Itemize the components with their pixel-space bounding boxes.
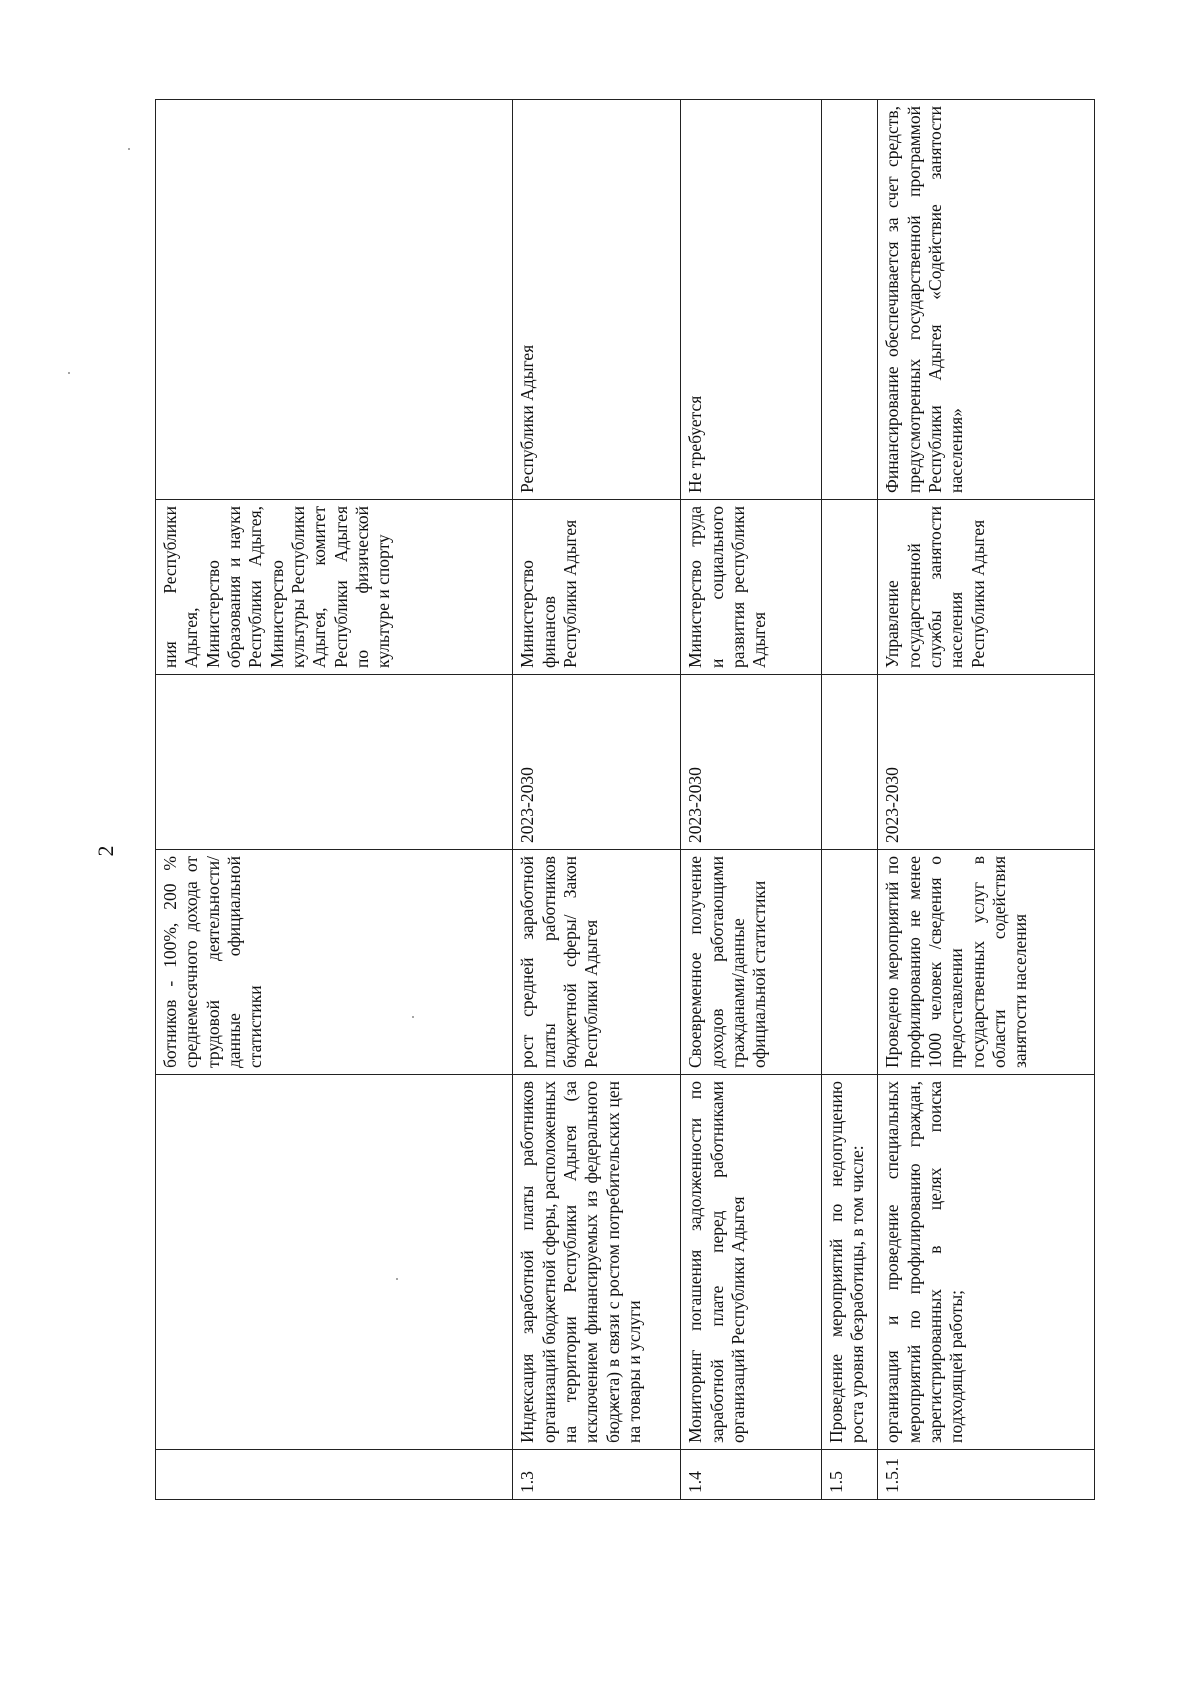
cell-financing [822, 100, 878, 500]
cell-result: Проведено мероприятий по профилированию не менее 1000 человек /сведения о предоставлении государственных услуг в области содействия занятости населения [878, 850, 1095, 1075]
cell-term: 2023-2030 [681, 675, 822, 850]
cell-executor: Министерство финансов Республики Адыгея [513, 500, 681, 675]
scan-speck [68, 372, 70, 374]
cell-description: Индексация заработной платы работников организаций бюджетной сферы, расположенных на территории Республики Адыгея (за исключением финансируемых из федерального бюджета) в связи с ростом потребительских цен на товары и услуги [513, 1075, 681, 1450]
cell-result [822, 850, 878, 1075]
cell-num: 1.3 [513, 1450, 681, 1500]
cell-description [156, 1075, 513, 1450]
cell-term: 2023-2030 [878, 675, 1095, 850]
cell-financing: Не требуется [681, 100, 822, 500]
cell-result: ботников - 100%, 200 % среднемесячного дохода от трудовой деятельности/ данные официальной статистики [156, 850, 513, 1075]
measures-table [155, 99, 1095, 1500]
cell-financing: Республики Адыгея [513, 100, 681, 500]
page-number: 2 [93, 845, 118, 857]
cell-num: 1.5.1 [878, 1450, 1095, 1500]
cell-executor [822, 500, 878, 675]
table-row [513, 100, 681, 1500]
cell-num [156, 1450, 513, 1500]
table-row [878, 100, 1095, 1500]
cell-term [822, 675, 878, 850]
cell-result: рост средней заработной платы работников бюджетной сферы/ Закон Республики Адыгея [513, 850, 681, 1075]
cell-description: Проведение мероприятий по недопущению роста уровня безработицы, в том числе: [822, 1075, 878, 1450]
cell-executor: Управление государственной службы занятости населения Республики Адыгея [878, 500, 1095, 675]
rotated-table-container [155, 100, 1095, 1500]
cell-term [156, 675, 513, 850]
cell-num: 1.5 [822, 1450, 878, 1500]
scan-speck [128, 148, 130, 150]
cell-num: 1.4 [681, 1450, 822, 1500]
cell-description: Мониторинг погашения задолженности по заработной плате перед работниками организаций Республики Адыгея [681, 1075, 822, 1450]
cell-financing [156, 100, 513, 500]
cell-financing: Финансирование обеспечивается за счет средств, предусмотренных государственной программой Республики Адыгея «Содействие занятости населения» [878, 100, 1095, 500]
cell-term: 2023-2030 [513, 675, 681, 850]
cell-executor: Министерство труда и социального развития республики Адыгея [681, 500, 822, 675]
cell-result: Своевременное получение доходов работающими гражданами/данные официальной статистики [681, 850, 822, 1075]
table-row [822, 100, 878, 1500]
table-row [681, 100, 822, 1500]
cell-description: организация и проведение специальных мероприятий по профилированию граждан, зарегистрированных в целях поиска подходящей работы; [878, 1075, 1095, 1450]
cell-executor: ния Республики Адыгея, Министерство образования и науки Республики Адыгея, Министерство культуры Республики Адыгея, комитет Республики Адыгея по физической культуре и спорту [156, 500, 513, 675]
table-row [156, 100, 513, 1500]
